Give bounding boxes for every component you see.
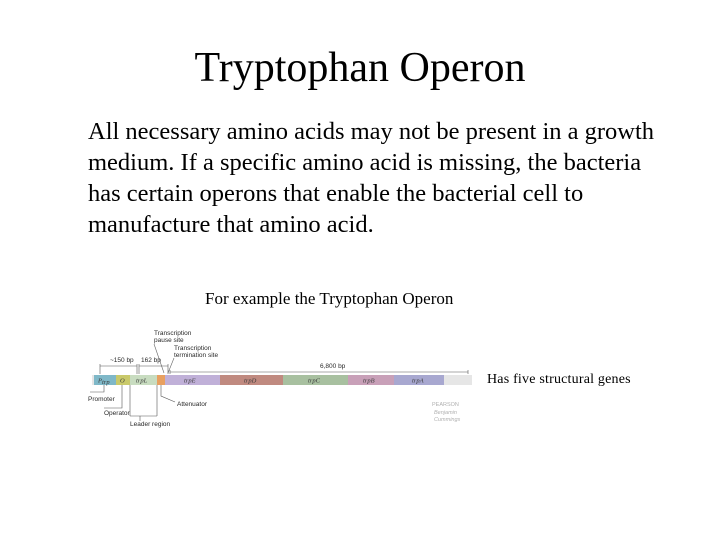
termination-site-leader — [168, 358, 174, 373]
body-paragraph: All necessary amino acids may not be present in a growth medium. If a specific amino acid is missing, the bacteria has certain operons that enable the bacterial cell to manufacture that amino acid. — [88, 118, 655, 238]
attenuator-label: Attenuator — [177, 401, 207, 408]
segment-label-trpE: trpE — [184, 377, 196, 385]
trp-operon-diagram — [80, 322, 480, 432]
genes-note: Has five structural genes — [487, 372, 631, 387]
span-150-label: ~150 bp — [110, 357, 134, 364]
span-brackets — [100, 364, 468, 374]
segment-label-operator: O — [120, 377, 125, 385]
operator-label: Operator — [104, 410, 130, 417]
publisher-mark-line1: PEARSON — [432, 402, 459, 408]
example-caption: For example the Tryptophan Operon — [205, 289, 454, 308]
promoter-label: Promoter — [88, 396, 115, 403]
bottom-leaders — [90, 385, 175, 421]
segment-label-trpC: trpC — [308, 377, 320, 385]
segment-attenuator — [157, 375, 165, 385]
segment-label-trpD: trpD — [244, 377, 257, 385]
segment-label-promoter: P — [98, 377, 102, 385]
termination-site-label-line1: Transcription — [174, 345, 212, 352]
slide-title: Tryptophan Operon — [194, 45, 526, 91]
publisher-mark-line3: Cummings — [434, 417, 461, 423]
termination-site-label-line2: termination site — [174, 352, 219, 359]
segment-label-trpL: trpL — [136, 377, 148, 385]
publisher-mark-line2: Benjamin — [434, 410, 457, 416]
segment-label-trpA: trpA — [412, 377, 424, 385]
leader-region-label: Leader region — [130, 421, 171, 428]
pause-site-label-line1: Transcription — [154, 330, 192, 337]
pause-site-label-line2: pause site — [154, 337, 184, 344]
segment-label-trpB: trpB — [363, 377, 375, 385]
span-6800-label: 6,800 bp — [320, 363, 346, 370]
span-162-label: 162 bp — [141, 357, 161, 364]
segment-label-promoter-sub: trp — [102, 379, 110, 386]
